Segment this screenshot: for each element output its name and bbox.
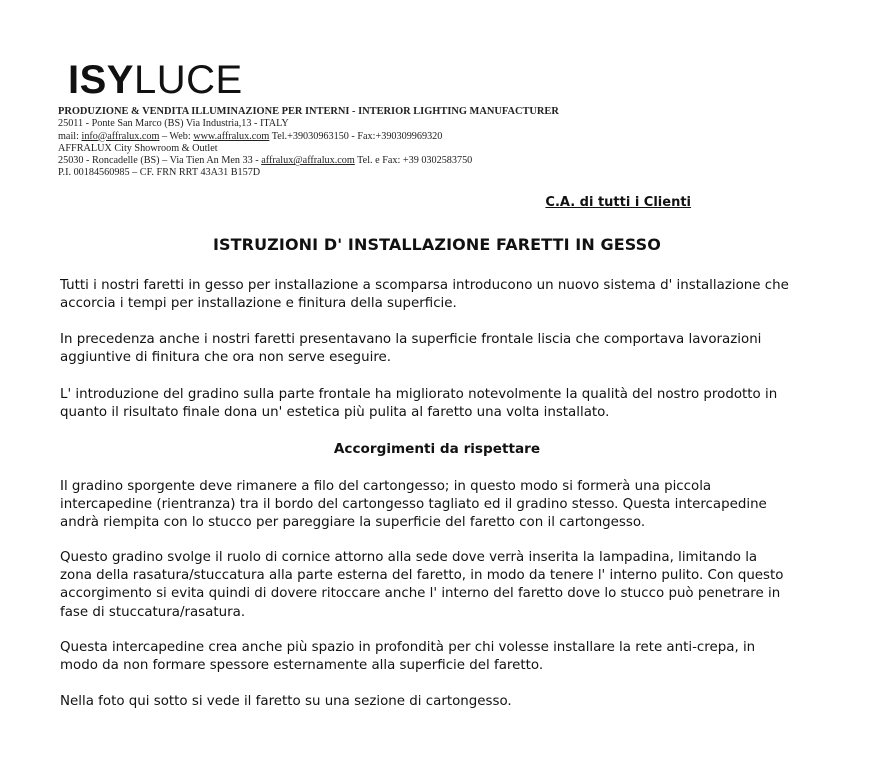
showroom-email-link[interactable]: affralux@affralux.com bbox=[261, 155, 355, 167]
paragraph-photo: Nella foto qui sotto si vede il faretto su una sezione di cartongesso. bbox=[60, 694, 512, 709]
web-link[interactable]: www.affralux.com bbox=[193, 130, 270, 142]
phone-numbers: Tel.+39030963150 - Fax:+390309969320 bbox=[269, 130, 443, 142]
paragraph-step: L' introduzione del gradino sulla parte frontale ha migliorato notevolmente la qualità del nostro prodotto in quanto il risultato finale dona un' estetica più pulita al faretto una volta installato. bbox=[60, 387, 778, 421]
tax-ids: P.I. 00184560985 – CF. FRN RRT 43A31 B157D bbox=[58, 167, 261, 179]
logo-isy: ISY bbox=[68, 58, 134, 102]
paragraph-previous: In precedenza anche i nostri faretti presentavano la superficie frontale liscia che comportava lavorazioni aggiuntive di finitura che ora non serve eseguire. bbox=[60, 332, 762, 366]
paragraph-mesh: Questa intercapedine crea anche più spazio in profondità per chi volesse installare la rete anti-crepa, in modo da non formare spessore esternamente alla superficie del faretto. bbox=[60, 640, 756, 674]
document-title: ISTRUZIONI D' INSTALLAZIONE FARETTI IN GESSO bbox=[212, 235, 662, 254]
mail-prefix: mail: bbox=[58, 130, 82, 142]
logo-luce: LUCE bbox=[133, 58, 243, 102]
showroom-name: AFFRALUX City Showroom & Outlet bbox=[58, 142, 218, 154]
showroom-address: 25030 - Roncadelle (BS) – Via Tien An Men 33 - bbox=[58, 155, 262, 167]
showroom-phone: Tel. e Fax: +39 0302583750 bbox=[354, 155, 473, 167]
company-header bbox=[58, 106, 758, 180]
web-prefix: – Web: bbox=[159, 130, 194, 142]
email-link[interactable]: info@affralux.com bbox=[81, 130, 160, 142]
attention-line: C.A. di tutti i Clienti bbox=[545, 195, 691, 210]
paragraph-flush: Il gradino sporgente deve rimanere a filo del cartongesso; in questo modo si formerà una piccola intercapedine (rientranza) tra il bordo del cartongesso tagliato ed il gradino stesso. Questa intercapedine andrà riempita con lo stucco per pareggiare la superficie del faretto con il cartongesso. bbox=[60, 479, 767, 531]
company-tagline: PRODUZIONE & VENDITA ILLUMINAZIONE PER INTERNI - INTERIOR LIGHTING MANUFACTURER bbox=[58, 106, 559, 117]
company-logo bbox=[68, 58, 243, 102]
paragraph-intro: Tutti i nostri faretti in gesso per installazione a scomparsa introducono un nuovo sistema d' installazione che accorcia i tempi per installazione e finitura della superficie. bbox=[60, 278, 789, 312]
contact-line bbox=[58, 131, 758, 143]
showroom-line bbox=[58, 155, 758, 167]
section-subtitle: Accorgimenti da rispettare bbox=[333, 441, 541, 457]
paragraph-frame: Questo gradino svolge il ruolo di cornice attorno alla sede dove verrà inserita la lampadina, limitando la zona della rasatura/stuccatura alla parte esterna del faretto, in modo da tenere l' interno pulito. Con questo accorgimento si evita quindi di dovere ritoccare anche l' interno del faretto dove lo stucco può penetrare in fase di stuccatura/rasatura. bbox=[60, 550, 784, 620]
company-address: 25011 - Ponte San Marco (BS) Via Industria,13 - ITALY bbox=[58, 118, 289, 130]
